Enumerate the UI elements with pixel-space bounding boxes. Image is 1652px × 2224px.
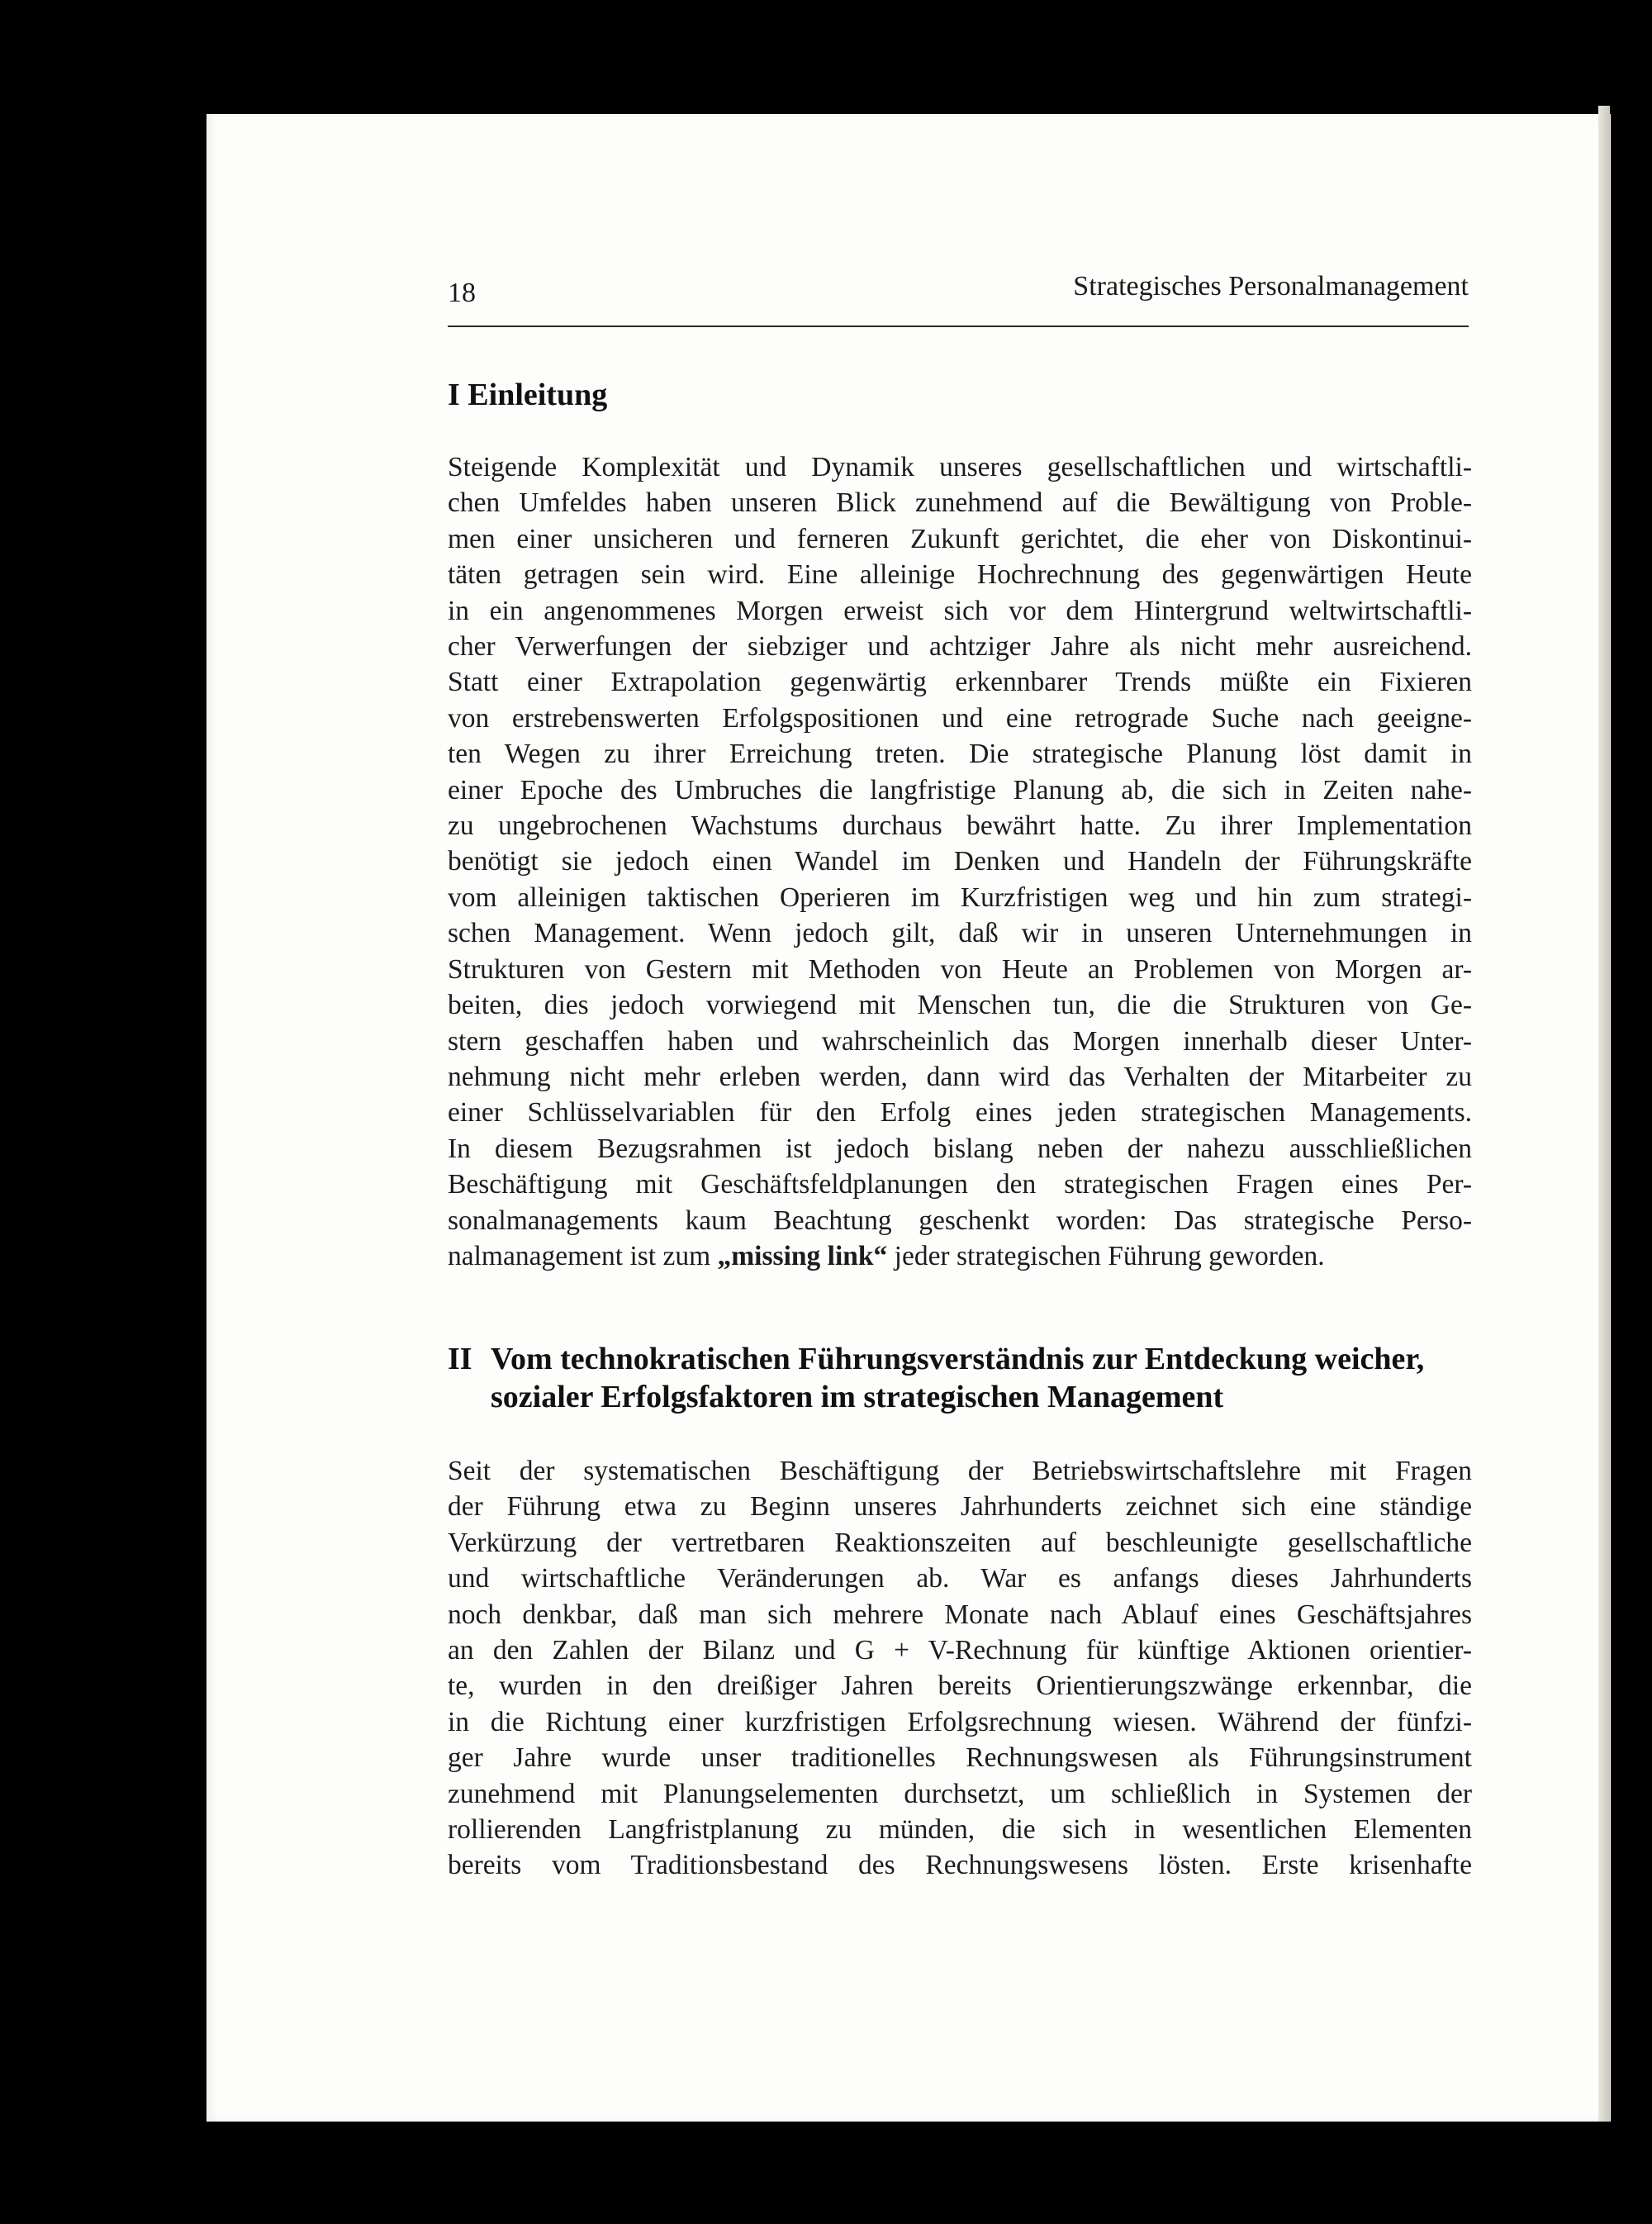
page-edge bbox=[1598, 106, 1610, 2122]
text-line: men einer unsicheren und ferneren Zukunft gerichtet, die eher von Diskontinui- bbox=[448, 523, 1472, 554]
text-line: rollierenden Langfristplanung zu münden, die sich in wesentlichen Elementen bbox=[448, 1814, 1472, 1846]
header-rule bbox=[448, 326, 1469, 327]
text-line: chen Umfeldes haben unseren Blick zunehmend auf die Bewältigung von Proble- bbox=[448, 487, 1472, 519]
text-line: ten Wegen zu ihrer Erreichung treten. Die strategische Planung löst damit in bbox=[448, 739, 1472, 770]
text-line: stern geschaffen haben und wahrscheinlich das Morgen innerhalb dieser Unter- bbox=[448, 1025, 1472, 1057]
text-fragment: jeder strategischen Führung geworden. bbox=[887, 1240, 1325, 1271]
text-line: zu ungebrochenen Wachstums durchaus bewährt hatte. Zu ihrer Implementation bbox=[448, 810, 1472, 842]
text-line: und wirtschaftliche Veränderungen ab. War es anfangs dieses Jahrhunderts bbox=[448, 1563, 1472, 1594]
paragraph-fuehrungsverstaendnis bbox=[448, 1453, 1472, 1884]
paragraph-einleitung bbox=[448, 449, 1472, 1274]
text-line: Strukturen von Gestern mit Methoden von Heute an Problemen von Morgen ar- bbox=[448, 953, 1472, 985]
text-line: Steigende Komplexität und Dynamik unseres gesellschaftlichen und wirtschaftli- bbox=[448, 452, 1472, 482]
heading-line: Vom technokratischen Führungsverständnis zur Entdeckung weicher, bbox=[491, 1342, 1425, 1376]
text-line: sonalmanagements kaum Beachtung geschenkt worden: Das strategische Perso- bbox=[448, 1205, 1472, 1236]
text-line: einer Epoche des Umbruches die langfristige Planung ab, die sich in Zeiten nahe- bbox=[448, 774, 1472, 805]
text-line: täten getragen sein wird. Eine alleinige Hochrechnung des gegenwärtigen Heute bbox=[448, 559, 1472, 591]
section-number: II bbox=[448, 1342, 472, 1376]
text-line: in die Richtung einer kurzfristigen Erfolgsrechnung wiesen. Während der fünfzi- bbox=[448, 1706, 1472, 1737]
text-line: der Führung etwa zu Beginn unseres Jahrhunderts zeichnet sich eine ständige bbox=[448, 1491, 1472, 1523]
page-number: 18 bbox=[448, 278, 476, 308]
running-title: Strategisches Personalmanagement bbox=[1073, 271, 1469, 302]
text-line: von erstrebenswerten Erfolgspositionen und eine retrograde Suche nach geeigne- bbox=[448, 702, 1472, 734]
text-line: bereits vom Traditionsbestand des Rechnungswesens lösten. Erste krisenhafte bbox=[448, 1850, 1472, 1881]
text-line: Seit der systematischen Beschäftigung der Betriebswirtschaftslehre mit Fragen bbox=[448, 1456, 1472, 1486]
text-line: Verkürzung der vertretbaren Reaktionszeiten auf beschleunigte gesellschaftliche bbox=[448, 1527, 1472, 1558]
text-line: cher Verwerfungen der siebziger und achtziger Jahre als nicht mehr ausreichend. bbox=[448, 631, 1472, 663]
text-line: nehmung nicht mehr erleben werden, dann wird das Verhalten der Mitarbeiter zu bbox=[448, 1061, 1472, 1092]
section-heading-einleitung: I Einleitung bbox=[448, 378, 608, 412]
text-line: in ein angenommenes Morgen erweist sich vor dem Hintergrund weltwirtschaftli- bbox=[448, 595, 1472, 626]
text-line: vom alleinigen taktischen Operieren im Kurzfristigen weg und hin zum strategi- bbox=[448, 882, 1472, 913]
text-line: an den Zahlen der Bilanz und G + V-Rechnung für künftige Aktionen orientier- bbox=[448, 1635, 1472, 1666]
text-line: te, wurden in den dreißiger Jahren bereits Orientierungszwänge erkennbar, die bbox=[448, 1670, 1472, 1702]
text-line: einer Schlüsselvariablen für den Erfolg eines jeden strategischen Managements. bbox=[448, 1097, 1472, 1129]
text-line-last bbox=[448, 1238, 1472, 1274]
text-line: Beschäftigung mit Geschäftsfeldplanungen den strategischen Fragen eines Per- bbox=[448, 1169, 1472, 1200]
text-line: noch denkbar, daß man sich mehrere Monate nach Ablauf eines Geschäftsjahres bbox=[448, 1599, 1472, 1630]
text-line: ger Jahre wurde unser traditionelles Rechnungswesen als Führungsinstrument bbox=[448, 1742, 1472, 1774]
missing-link-emphasis: „missing link“ bbox=[717, 1240, 888, 1271]
text-line: zunehmend mit Planungselementen durchsetzt, um schließlich in Systemen der bbox=[448, 1778, 1472, 1809]
running-head bbox=[448, 266, 1469, 326]
heading-line: sozialer Erfolgsfaktoren im strategischen Management bbox=[491, 1380, 1224, 1414]
text-line: Statt einer Extrapolation gegenwärtig erkennbarer Trends müßte ein Fixieren bbox=[448, 667, 1472, 698]
text-line: beiten, dies jedoch vorwiegend mit Menschen tun, die die Strukturen von Ge- bbox=[448, 990, 1472, 1021]
text-line: schen Management. Wenn jedoch gilt, daß wir in unseren Unternehmungen in bbox=[448, 918, 1472, 949]
text-line: benötigt sie jedoch einen Wandel im Denken und Handeln der Führungskräfte bbox=[448, 846, 1472, 877]
text-line: In diesem Bezugsrahmen ist jedoch bislang neben der nahezu ausschließlichen bbox=[448, 1133, 1472, 1164]
section-heading-text bbox=[491, 1340, 1482, 1416]
text-fragment: nalmanagement ist zum bbox=[448, 1240, 718, 1271]
